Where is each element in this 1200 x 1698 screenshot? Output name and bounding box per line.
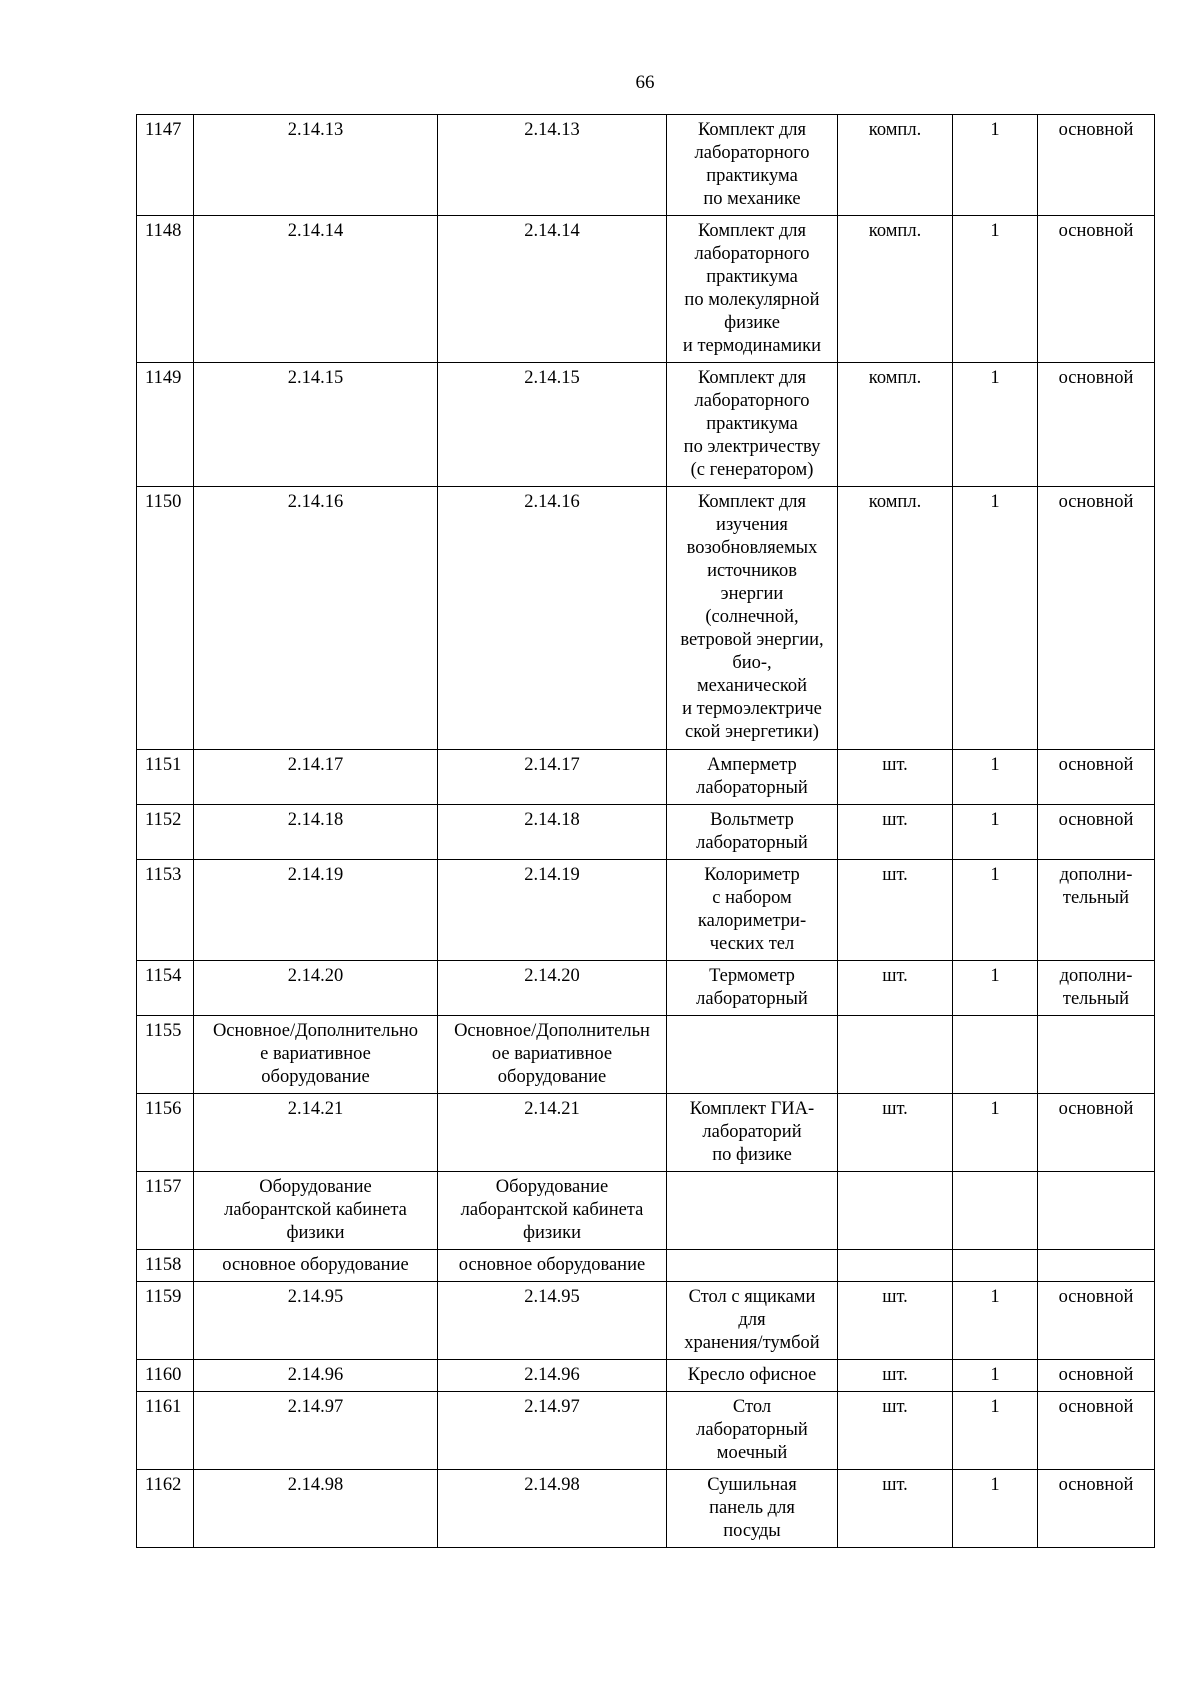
unit-cell: шт. bbox=[838, 750, 953, 805]
table-row bbox=[137, 216, 1155, 363]
equipment-type-cell bbox=[1038, 1250, 1155, 1282]
code-cell: 2.14.98 bbox=[194, 1470, 438, 1548]
quantity-cell: 1 bbox=[953, 750, 1038, 805]
code-cell: 2.14.97 bbox=[438, 1392, 667, 1470]
unit-cell bbox=[838, 1016, 953, 1094]
equipment-type-cell: дополни- тельный bbox=[1038, 860, 1155, 961]
table-row bbox=[137, 1250, 1155, 1282]
item-name-cell: Стол с ящиками для хранения/тумбой bbox=[667, 1282, 838, 1360]
item-name-cell bbox=[667, 1016, 838, 1094]
code-cell: основное оборудование bbox=[438, 1250, 667, 1282]
code-cell: 2.14.18 bbox=[438, 805, 667, 860]
item-name-cell: Амперметр лабораторный bbox=[667, 750, 838, 805]
quantity-cell: 1 bbox=[953, 115, 1038, 216]
quantity-cell: 1 bbox=[953, 860, 1038, 961]
code-cell: 2.14.21 bbox=[194, 1094, 438, 1172]
quantity-cell: 1 bbox=[953, 961, 1038, 1016]
table-row bbox=[137, 1172, 1155, 1250]
item-name-cell: Кресло офисное bbox=[667, 1360, 838, 1392]
page-number: 66 bbox=[635, 72, 655, 93]
row-number-cell: 1152 bbox=[137, 805, 194, 860]
equipment-type-cell: основной bbox=[1038, 487, 1155, 750]
code-cell: 2.14.97 bbox=[194, 1392, 438, 1470]
row-number-cell: 1159 bbox=[137, 1282, 194, 1360]
table-row bbox=[137, 1392, 1155, 1470]
item-name-cell bbox=[667, 1172, 838, 1250]
equipment-type-cell: основной bbox=[1038, 115, 1155, 216]
equipment-type-cell: основной bbox=[1038, 1094, 1155, 1172]
table-row bbox=[137, 750, 1155, 805]
row-number-cell: 1158 bbox=[137, 1250, 194, 1282]
row-number-cell: 1153 bbox=[137, 860, 194, 961]
code-cell: 2.14.15 bbox=[438, 363, 667, 487]
unit-cell: шт. bbox=[838, 1094, 953, 1172]
equipment-type-cell: основной bbox=[1038, 1360, 1155, 1392]
unit-cell bbox=[838, 1172, 953, 1250]
code-cell: 2.14.95 bbox=[438, 1282, 667, 1360]
unit-cell: шт. bbox=[838, 1470, 953, 1548]
table-row bbox=[137, 487, 1155, 750]
code-cell: 2.14.17 bbox=[438, 750, 667, 805]
code-cell: 2.14.21 bbox=[438, 1094, 667, 1172]
equipment-type-cell: основной bbox=[1038, 1470, 1155, 1548]
quantity-cell: 1 bbox=[953, 216, 1038, 363]
table-row bbox=[137, 805, 1155, 860]
row-number-cell: 1147 bbox=[137, 115, 194, 216]
code-cell: 2.14.17 bbox=[194, 750, 438, 805]
item-name-cell: Комплект для лабораторного практикума по механике bbox=[667, 115, 838, 216]
code-cell: 2.14.13 bbox=[438, 115, 667, 216]
code-cell: 2.14.13 bbox=[194, 115, 438, 216]
unit-cell: шт. bbox=[838, 1360, 953, 1392]
quantity-cell: 1 bbox=[953, 1094, 1038, 1172]
equipment-table bbox=[136, 114, 1155, 1548]
item-name-cell: Сушильная панель для посуды bbox=[667, 1470, 838, 1548]
code-cell: 2.14.14 bbox=[438, 216, 667, 363]
quantity-cell: 1 bbox=[953, 487, 1038, 750]
unit-cell: шт. bbox=[838, 805, 953, 860]
table-row bbox=[137, 1360, 1155, 1392]
row-number-cell: 1154 bbox=[137, 961, 194, 1016]
unit-cell: компл. bbox=[838, 216, 953, 363]
code-cell: Основное/Дополнительно е вариативное оборудование bbox=[194, 1016, 438, 1094]
unit-cell: компл. bbox=[838, 363, 953, 487]
quantity-cell: 1 bbox=[953, 1360, 1038, 1392]
row-number-cell: 1148 bbox=[137, 216, 194, 363]
code-cell: 2.14.98 bbox=[438, 1470, 667, 1548]
row-number-cell: 1151 bbox=[137, 750, 194, 805]
table-row bbox=[137, 115, 1155, 216]
table-row bbox=[137, 1282, 1155, 1360]
table-row bbox=[137, 363, 1155, 487]
row-number-cell: 1162 bbox=[137, 1470, 194, 1548]
code-cell: 2.14.19 bbox=[438, 860, 667, 961]
code-cell: 2.14.19 bbox=[194, 860, 438, 961]
equipment-type-cell bbox=[1038, 1016, 1155, 1094]
quantity-cell: 1 bbox=[953, 1392, 1038, 1470]
item-name-cell bbox=[667, 1250, 838, 1282]
row-number-cell: 1161 bbox=[137, 1392, 194, 1470]
table-row bbox=[137, 860, 1155, 961]
quantity-cell: 1 bbox=[953, 805, 1038, 860]
unit-cell: шт. bbox=[838, 860, 953, 961]
table-row bbox=[137, 961, 1155, 1016]
quantity-cell bbox=[953, 1250, 1038, 1282]
table-row bbox=[137, 1016, 1155, 1094]
code-cell: 2.14.16 bbox=[438, 487, 667, 750]
unit-cell: шт. bbox=[838, 1392, 953, 1470]
unit-cell: компл. bbox=[838, 487, 953, 750]
item-name-cell: Комплект ГИА- лабораторий по физике bbox=[667, 1094, 838, 1172]
unit-cell: шт. bbox=[838, 961, 953, 1016]
code-cell: 2.14.96 bbox=[194, 1360, 438, 1392]
row-number-cell: 1149 bbox=[137, 363, 194, 487]
equipment-type-cell bbox=[1038, 1172, 1155, 1250]
item-name-cell: Термометр лабораторный bbox=[667, 961, 838, 1016]
equipment-type-cell: основной bbox=[1038, 363, 1155, 487]
quantity-cell bbox=[953, 1016, 1038, 1094]
item-name-cell: Комплект для лабораторного практикума по электричеству (с генератором) bbox=[667, 363, 838, 487]
code-cell: 2.14.18 bbox=[194, 805, 438, 860]
equipment-type-cell: основной bbox=[1038, 750, 1155, 805]
table-row bbox=[137, 1470, 1155, 1548]
code-cell: основное оборудование bbox=[194, 1250, 438, 1282]
code-cell: Оборудование лаборантской кабинета физики bbox=[438, 1172, 667, 1250]
unit-cell: шт. bbox=[838, 1282, 953, 1360]
row-number-cell: 1156 bbox=[137, 1094, 194, 1172]
quantity-cell: 1 bbox=[953, 1282, 1038, 1360]
equipment-type-cell: основной bbox=[1038, 216, 1155, 363]
equipment-type-cell: дополни- тельный bbox=[1038, 961, 1155, 1016]
quantity-cell: 1 bbox=[953, 363, 1038, 487]
item-name-cell: Комплект для изучения возобновляемых источников энергии (солнечной, ветровой энергии, био-, механической и термоэлектриче ской энергетики) bbox=[667, 487, 838, 750]
row-number-cell: 1150 bbox=[137, 487, 194, 750]
item-name-cell: Колориметр с набором калориметри- ческих тел bbox=[667, 860, 838, 961]
code-cell: 2.14.96 bbox=[438, 1360, 667, 1392]
equipment-type-cell: основной bbox=[1038, 1282, 1155, 1360]
row-number-cell: 1155 bbox=[137, 1016, 194, 1094]
table-row bbox=[137, 1094, 1155, 1172]
equipment-type-cell: основной bbox=[1038, 1392, 1155, 1470]
code-cell: 2.14.16 bbox=[194, 487, 438, 750]
quantity-cell bbox=[953, 1172, 1038, 1250]
item-name-cell: Вольтметр лабораторный bbox=[667, 805, 838, 860]
code-cell: 2.14.95 bbox=[194, 1282, 438, 1360]
code-cell: 2.14.20 bbox=[194, 961, 438, 1016]
code-cell: Основное/Дополнительн ое вариативное оборудование bbox=[438, 1016, 667, 1094]
row-number-cell: 1160 bbox=[137, 1360, 194, 1392]
code-cell: 2.14.14 bbox=[194, 216, 438, 363]
code-cell: Оборудование лаборантской кабинета физики bbox=[194, 1172, 438, 1250]
item-name-cell: Стол лабораторный моечный bbox=[667, 1392, 838, 1470]
code-cell: 2.14.15 bbox=[194, 363, 438, 487]
row-number-cell: 1157 bbox=[137, 1172, 194, 1250]
quantity-cell: 1 bbox=[953, 1470, 1038, 1548]
equipment-type-cell: основной bbox=[1038, 805, 1155, 860]
unit-cell: компл. bbox=[838, 115, 953, 216]
item-name-cell: Комплект для лабораторного практикума по молекулярной физике и термодинамики bbox=[667, 216, 838, 363]
equipment-table-body bbox=[137, 115, 1155, 1548]
unit-cell bbox=[838, 1250, 953, 1282]
code-cell: 2.14.20 bbox=[438, 961, 667, 1016]
